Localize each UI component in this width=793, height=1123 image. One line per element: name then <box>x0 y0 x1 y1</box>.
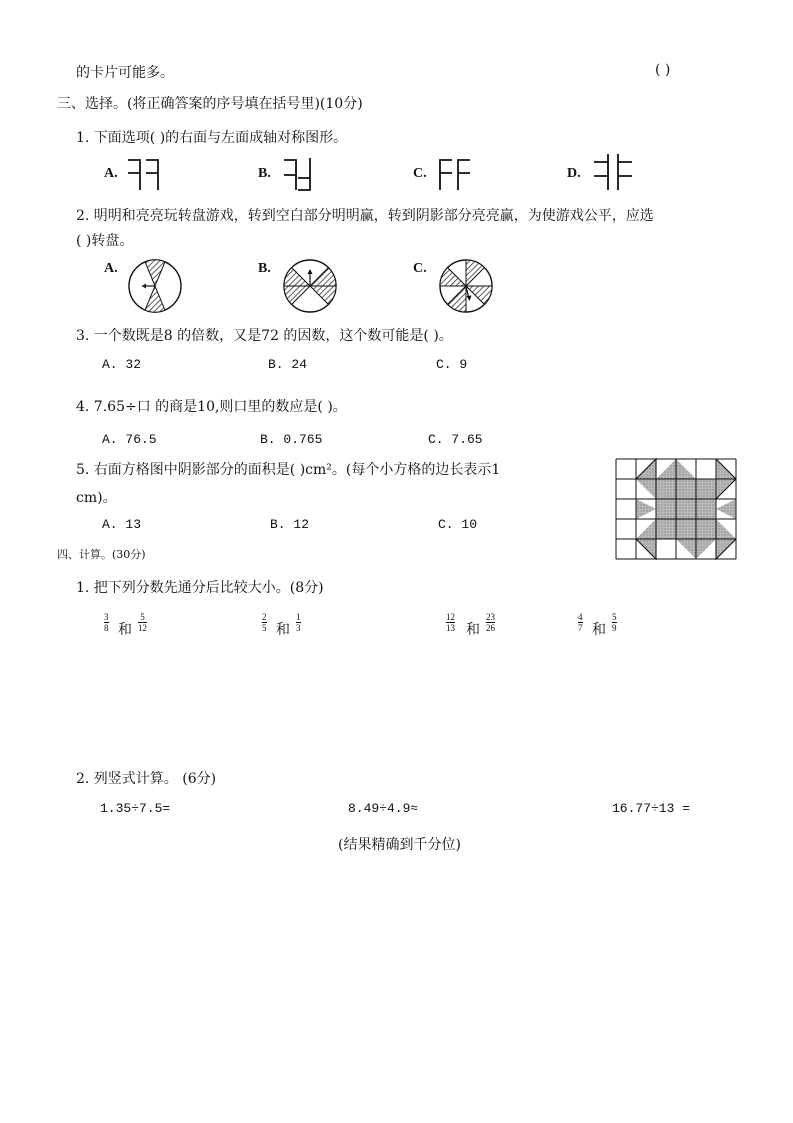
calc-q2-text: 2. 列竖式计算。 (6分) <box>76 771 217 787</box>
fraction <box>612 612 617 633</box>
fraction-connector: 和 <box>466 622 480 638</box>
fraction-denominator: 5 <box>262 623 267 633</box>
fraction-denominator: 3 <box>296 623 301 633</box>
q1-option-b-figure <box>282 156 322 192</box>
q2-spinner-c <box>438 258 494 314</box>
section3-heading: 三、选择。(将正确答案的序号填在括号里)(10分) <box>57 96 363 112</box>
q5-text: 5. 右面方格图中阴影部分的面积是( )cm²。(每个小方格的边长表示1 <box>76 462 501 478</box>
q1-text: 1. 下面选项( )的右面与左面成轴对称图形。 <box>76 130 348 146</box>
q4-option-c: C. 7.65 <box>428 432 483 447</box>
answer-paren: ( ) <box>655 62 671 78</box>
fraction <box>486 612 495 633</box>
fraction <box>262 612 267 633</box>
q1-option-c-label: C. <box>413 166 427 181</box>
fraction-numerator: 2 <box>262 612 267 622</box>
calc-q1-text: 1. 把下列分数先通分后比较大小。(8分) <box>76 580 324 596</box>
carryover-text: 的卡片可能多。 <box>76 65 174 81</box>
fraction <box>104 612 109 633</box>
q3-text: 3. 一个数既是8 的倍数，又是72 的因数，这个数可能是( )。 <box>76 328 453 344</box>
fraction-denominator: 7 <box>578 623 583 633</box>
fraction-numerator: 4 <box>578 612 583 622</box>
fraction-denominator: 13 <box>446 623 455 633</box>
q4-option-b: B. 0.765 <box>260 432 323 447</box>
q1-option-a-figure <box>126 156 166 192</box>
q4-text: 4. 7.65÷口 的商是10,则口里的数应是( )。 <box>76 399 347 415</box>
q5-option-b: B. 12 <box>270 517 310 532</box>
q2-spinner-a <box>128 258 184 314</box>
q1-option-d-label: D. <box>567 166 581 181</box>
q2-option-a-label: A. <box>104 261 118 276</box>
fraction-numerator: 5 <box>140 612 145 622</box>
fraction <box>138 612 147 633</box>
fraction-connector: 和 <box>276 622 290 638</box>
q5-text-continued: cm)。 <box>76 490 117 506</box>
calc-item-3: 16.77÷13 = <box>612 801 691 816</box>
fraction-numerator: 5 <box>612 612 617 622</box>
q1-option-b-label: B. <box>258 166 271 181</box>
fraction-numerator: 3 <box>104 612 109 622</box>
q3-option-a: A. 32 <box>102 357 142 372</box>
fraction <box>296 612 301 633</box>
fraction-connector: 和 <box>592 622 606 638</box>
fraction-denominator: 9 <box>612 623 617 633</box>
fraction-numerator: 1 <box>296 612 301 622</box>
q1-option-a-label: A. <box>104 166 118 181</box>
fraction-connector: 和 <box>118 622 132 638</box>
q4-option-a: A. 76.5 <box>102 432 157 447</box>
fraction-denominator: 8 <box>104 623 109 633</box>
calc-item-2: 8.49÷4.9≈ <box>348 801 419 816</box>
q2-option-c-label: C. <box>413 261 427 276</box>
q2-text: 2. 明明和亮亮玩转盘游戏，转到空白部分明明赢，转到阴影部分亮亮赢，为使游戏公平，应选 <box>76 208 654 224</box>
q2-spinner-b <box>282 258 338 314</box>
fraction-numerator: 12 <box>446 612 455 622</box>
q1-option-c-figure <box>436 156 476 192</box>
q3-option-c: C. 9 <box>436 357 468 372</box>
calc-note: (结果精确到千分位) <box>338 837 461 853</box>
fraction <box>446 612 455 633</box>
q1-option-d-figure <box>592 152 642 192</box>
q3-option-b: B. 24 <box>268 357 308 372</box>
calc-item-1: 1.35÷7.5= <box>100 801 171 816</box>
q2-option-b-label: B. <box>258 261 271 276</box>
fraction-denominator: 26 <box>486 623 495 633</box>
q5-option-a: A. 13 <box>102 517 142 532</box>
section4-heading: 四、计算。(30分) <box>57 548 146 561</box>
fraction <box>578 612 583 633</box>
q5-option-c: C. 10 <box>438 517 478 532</box>
q2-text-continued: ( )转盘。 <box>76 233 134 249</box>
fraction-denominator: 12 <box>138 623 147 633</box>
q5-grid-figure <box>616 459 738 561</box>
fraction-numerator: 23 <box>486 612 495 622</box>
